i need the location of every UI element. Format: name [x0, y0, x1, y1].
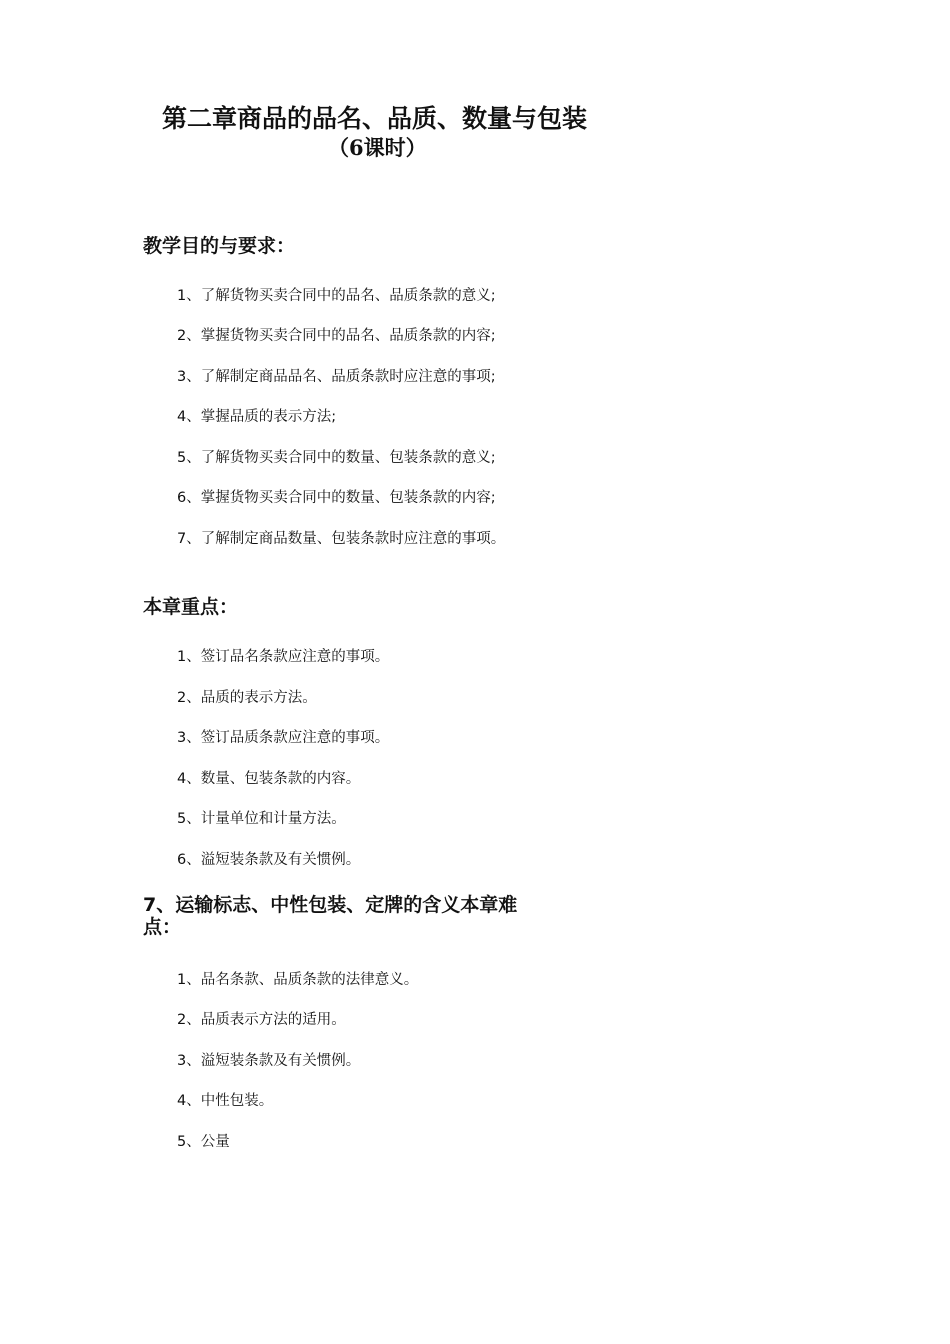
list-item: 7、了解制定商品数量、包装条款时应注意的事项。	[177, 531, 506, 547]
document-title: 第二章商品的品名、品质、数量与包装	[162, 104, 588, 133]
document-subtitle: （6课时）	[328, 135, 427, 160]
list-item: 1、签订品名条款应注意的事项。	[177, 649, 390, 665]
list-item: 3、签订品质条款应注意的事项。	[177, 730, 390, 746]
list-item: 1、了解货物买卖合同中的品名、品质条款的意义;	[177, 288, 496, 304]
list-item: 3、了解制定商品品名、品质条款时应注意的事项;	[177, 369, 496, 385]
list-item: 5、公量	[177, 1134, 230, 1150]
list-item: 5、计量单位和计量方法。	[177, 811, 346, 827]
section-heading-line: 点：	[143, 916, 182, 938]
list-item: 4、中性包装。	[177, 1093, 274, 1109]
section-heading-key-points: 本章重点：	[143, 596, 239, 618]
list-item: 2、掌握货物买卖合同中的品名、品质条款的内容;	[177, 328, 496, 344]
section-heading-line: 7、运输标志、中性包装、定牌的含义本章难	[143, 894, 518, 916]
list-item: 2、品质的表示方法。	[177, 690, 317, 706]
list-item: 6、溢短装条款及有关惯例。	[177, 852, 361, 868]
list-item: 2、品质表示方法的适用。	[177, 1012, 346, 1028]
list-item: 6、掌握货物买卖合同中的数量、包装条款的内容;	[177, 490, 496, 506]
list-item: 4、掌握品质的表示方法;	[177, 409, 337, 425]
list-item: 1、品名条款、品质条款的法律意义。	[177, 972, 419, 988]
list-item: 5、了解货物买卖合同中的数量、包装条款的意义;	[177, 450, 496, 466]
section-heading-objectives: 教学目的与要求：	[143, 235, 296, 257]
list-item: 4、数量、包装条款的内容。	[177, 771, 361, 787]
section-heading-difficulties	[143, 892, 593, 940]
list-item: 3、溢短装条款及有关惯例。	[177, 1053, 361, 1069]
